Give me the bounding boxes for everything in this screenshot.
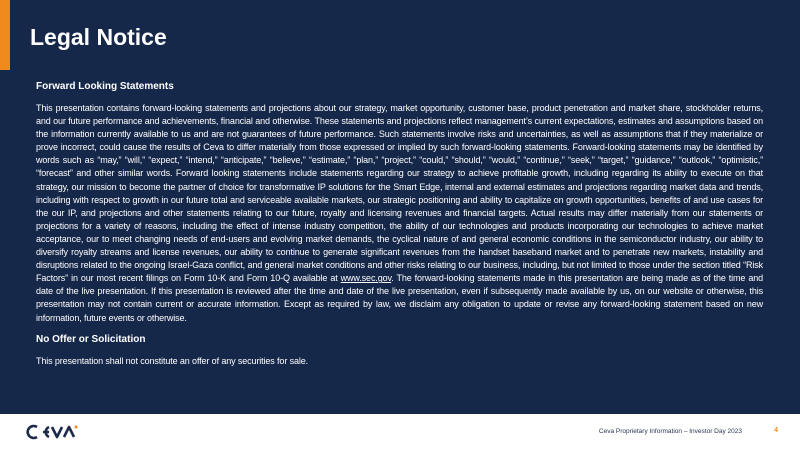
- ceva-logo-icon: [26, 424, 78, 440]
- forward-looking-text-continued: . The forward-looking statements made in this presentation are being made as of the time and date of the live presentation. If this presentation is reviewed after the time and date of the live presentation, even if subsequently made available by us, on our website or otherwise, this presentation may not contain current or accurate information. Except as required by law, we disclaim any obligation to update or revise any forward-looking statement based on new information, future events or otherwise.: [36, 273, 763, 323]
- forward-looking-heading: Forward Looking Statements: [36, 81, 174, 92]
- ceva-logo: [26, 424, 78, 445]
- title-accent-bar: [0, 0, 10, 70]
- forward-looking-paragraph: [36, 102, 763, 325]
- legal-content: [36, 80, 763, 374]
- footer: [0, 414, 800, 450]
- sec-gov-link[interactable]: www.sec.gov: [340, 273, 392, 284]
- no-offer-paragraph: This presentation shall not constitute an offer of any securities for sale.: [36, 355, 308, 366]
- page-title: Legal Notice: [30, 24, 167, 50]
- no-offer-heading: No Offer or Solicitation: [36, 333, 146, 345]
- page-number: 4: [774, 427, 778, 434]
- footer-caption: Ceva Proprietary Information – Investor Day 2023: [598, 428, 742, 435]
- forward-looking-text: This presentation contains forward-looking statements and projections about our strategy, market opportunity, customer base, product penetration and market share, stockholder returns, and our future performance and achievements, financial and otherwise. These statements and projections reflect management’s current expectations, estimates and assumptions based on the information currently available to us and are not guarantees of future performance. Such statements involve risks and uncertainties, as well as assumptions that if they materialize or prove incorrect, could cause the results of Ceva to differ materially from those expressed or implied by such forward-looking statements. Forward-looking statements may be identified by words such as “may,” “will,” “expect,” “intend,” “anticipate,” “believe,” “estimate,” “plan,” “project,” “could,” “should,” “would,” “continue,” “seek,” “target,” “guidance,” “outlook,” “optimistic,” “forecast” and other similar words. Forward looking statements include statements regarding our strategy to achieve profitable growth, including regarding its ability to execute on that strategy, our mission to become the partner of choice for transformative IP solutions for the Smart Edge, internal and external estimates and projections regarding market data and trends, including with respect to growth in our future total and serviceable available markets, our strategic positioning and ability to capitalize on growth opportunities, benefits of and use cases for the our IP, and projections and other statements relating to our future, royalty and licensing revenues and financial targets. Actual results may differ materially from our statements or projections for a variety of reasons, including the effect of intense industry competition, the ability of our technologies and products incorporating our technologies to achieve market acceptance, our to meet changing needs of end-users and evolving market demands, the cyclical nature of and general economic conditions in the semiconductor industry, our ability to diversify royalty streams and license revenues, our ability to continue to generate significant revenues from the handset baseband market and to penetrate new markets, instability and disruptions related to the ongoing Israel-Gaza conflict, and general market conditions and other risks relating to our business, including, but not limited to those under the section titled “Risk Factors” in our most recent filings on Form 10-K and Form 10-Q available at: [36, 103, 763, 284]
